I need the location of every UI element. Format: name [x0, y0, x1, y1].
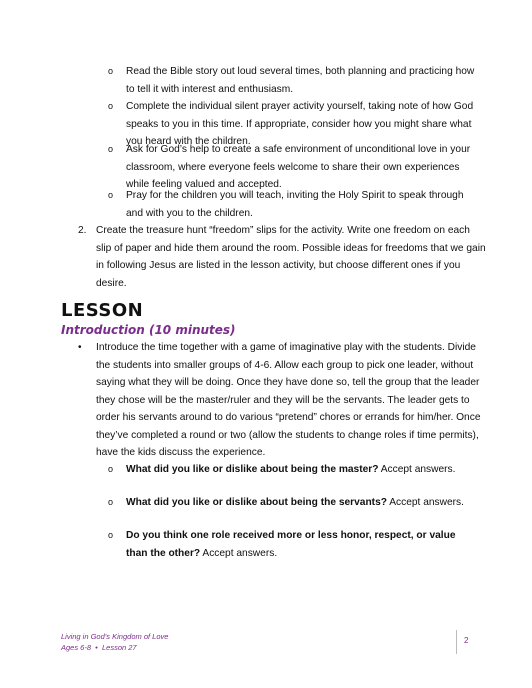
question-2-answer: Accept answers.	[386, 497, 464, 508]
prep-subitem-1: Read the Bible story out loud several times, both planning and practicing how to tell it with interest and enthusiasm.	[126, 66, 475, 95]
question-3	[126, 527, 476, 562]
question-2	[126, 494, 486, 512]
sub-bullet: o	[108, 530, 114, 540]
footer-subtitle: Ages 6-8 • Lesson 27	[61, 643, 137, 652]
bullet-dot: •	[78, 342, 82, 353]
sub-bullet: o	[108, 497, 114, 507]
footer	[61, 631, 168, 653]
sub-bullet: o	[108, 144, 114, 154]
sub-bullet: o	[108, 464, 114, 474]
question-1	[126, 461, 486, 479]
list-number: 2.	[78, 225, 87, 236]
question-1-answer: Accept answers.	[378, 464, 456, 475]
question-3-text: Do you think one role received more or less honor, respect, or value than the other?	[126, 530, 456, 559]
footer-divider	[456, 630, 457, 654]
lesson-heading: LESSON	[61, 300, 144, 321]
page-number: 2	[464, 636, 469, 645]
sub-bullet: o	[108, 190, 114, 200]
prep-subitem-2: Complete the individual silent prayer activity yourself, taking note of how God speaks to you in this time. If appropriate, consider how you might share what you heard with the children.	[126, 101, 474, 147]
introduction-subheading: Introduction (10 minutes)	[61, 323, 236, 337]
question-1-text: What did you like or dislike about being the master?	[126, 464, 379, 475]
sub-bullet: o	[108, 66, 114, 76]
question-2-text: What did you like or dislike about being the servants?	[126, 497, 387, 508]
sub-bullet: o	[108, 101, 114, 111]
prep-item-2-text: Create the treasure hunt “freedom” slips for the activity. Write one freedom on each slip of paper and hide them around the room. Possible ideas for freedoms that we gain in following Jesus are listed in the lesson activity, but choose different ones if you desire.	[96, 225, 486, 289]
prep-subitem-3: Ask for God’s help to create a safe environment of unconditional love in your classroom, where everyone feels welcome to share their own experiences while feeling valued and accepted.	[126, 144, 471, 190]
footer-title: Living in God’s Kingdom of Love	[61, 632, 169, 641]
question-3-answer: Accept answers.	[200, 547, 278, 559]
intro-text: Introduce the time together with a game of imaginative play with the students. Divide the students into smaller groups of 4-6. Allow each group to pick one leader, without saying what they will be doing. Once they have done so, tell the group that the leader they chose will be the master/ruler and they will be the servants. The leader gets to order his servants around to do various “pretend” chores or errands for him/her. Once they’ve completed a round or two (allow the students to change roles if time permits), have the kids discuss the experience.	[96, 342, 481, 458]
prep-subitem-4: Pray for the children you will teach, inviting the Holy Spirit to speak through and with you to the children.	[126, 190, 464, 219]
